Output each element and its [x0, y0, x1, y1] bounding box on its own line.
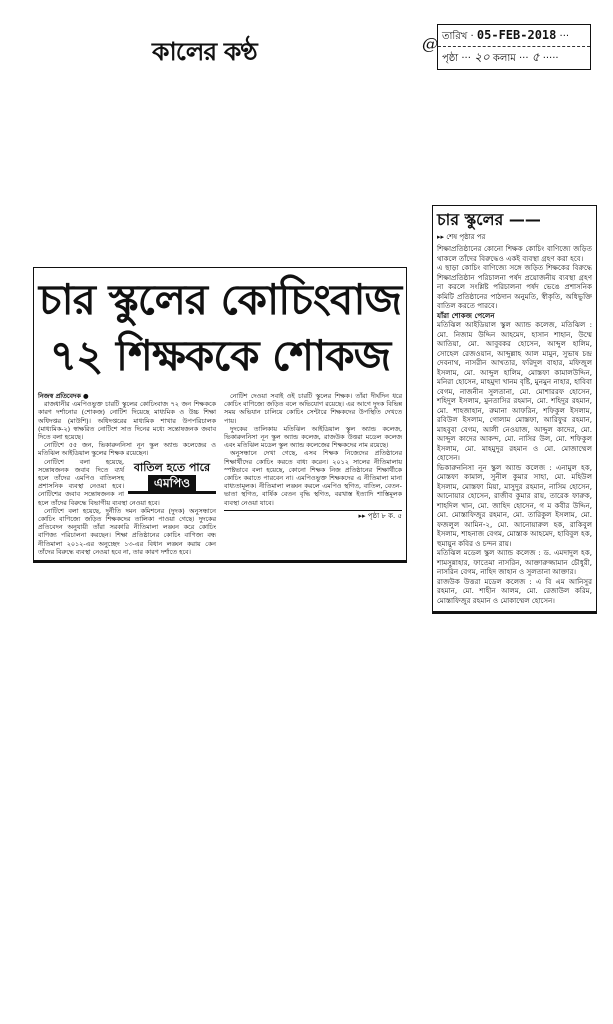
paragraph: মতিঝিল মডেল স্কুল অ্যান্ড কলেজ : ড. এমদাদুল হক, শামসুন্নাহার, ফাতেমা নাসরিন, আক্তারুজ্জামান চৌধুরী, নাসরিন বেগম, নাহিদ জাহান ও সুলতানা আক্তার। [437, 548, 592, 576]
stamp-page-row: পৃষ্ঠা ··· ২০ কলাম ··· ৫ ····· [438, 46, 590, 68]
paragraph: নোটিশ দেওয়া সবাই ওই চারটি স্কুলের শিক্ষক। তাঁরা দীর্ঘদিন ধরে কোচিং বাণিজ্যে জড়িত বলে অভিযোগ রয়েছে। এর আগে দুদক বিভিন্ন সময় অভিযান চালিয়ে কোচিং সেন্টারে শিক্ষকদের উপস্থিতি দেখতে পায়। [224, 392, 402, 425]
paragraph: দুদকের তালিকায় মতিঝিল আইডিয়াল স্কুল অ্যান্ড কলেজ, ভিকারুননিসা নূন স্কুল অ্যান্ড কলেজ, রাজউক উত্তরা মডেল কলেজ এবং মতিঝিল মডেল স্কুল অ্যান্ড কলেজের শিক্ষকদের নাম রয়েছে। [224, 424, 402, 450]
inset-line-2: এমপিও [148, 475, 196, 491]
continued-from-label: ▸▸ শেষ পৃষ্ঠার পর [437, 233, 486, 241]
continuation-article-clipping [432, 205, 597, 614]
article-column-left [38, 392, 216, 556]
continuation-title: চার স্কুলের —— [437, 210, 541, 229]
stamp-date-value: 05-FEB-2018 [476, 28, 557, 42]
continued-on-page-label: ▸▸ পৃষ্ঠা ৮ ক. ৫ [224, 510, 402, 521]
stamp-page-value: ২০ [474, 50, 490, 64]
main-article-clipping [33, 267, 407, 563]
article-column-right [224, 392, 402, 556]
paragraph: শিক্ষাপ্রতিষ্ঠানের কোনো শিক্ষক কোচিং বাণিজ্যে জড়িত থাকলে তাঁদের বিরুদ্ধেও একই ব্যবস্থা গ্রহণ করা হবে। [437, 244, 592, 263]
paragraph: নোটিশে ৫৫ জন, ভিকারুননিসা নূন স্কুল অ্যান্ড কলেজের ও মতিঝিল আইডিয়াল স্কুলের শিক্ষক রয়েছেন। [38, 441, 216, 458]
continuation-body [437, 244, 592, 605]
paragraph: ভিকারুননিসা নূন স্কুল অ্যান্ড কলেজ : এনামুল হক, মোস্তফা কামাল, সুনীল কুমার সাহা, মো. মহিউল ইসলাম, মোস্তফা মিয়া, মাসুদুর রহমান, নাসিম হোসেন, আনোয়ার হোসেন, রাজীব কুমার রায়, তারেক ফারুক, শাহদিল খান, মো. জাহিদ হোসেন, গ ম কবীর উদ্দিন, মো. মোস্তাফিজুর রহমান, মো. তারিকুল ইসলাম, মো. ফজলুল আমিন-২, মো. আনোয়ারুল হক, রাকিবুল ইসলাম, শাহনাজ বেগম, মোস্তাক আহমেদ, হাবিবুল হক, হুমায়ুন কবির ও চন্দন রায়। [437, 462, 592, 548]
paragraph: রাজউক উত্তরা মডেল কলেজ : এ বি এম আনিসুর রহমান, মো. শাহীন আলম, মো. রেজাউল করিম, মোস্তাফিজুর রহমান ও মোকাম্মেল হোসেন। [437, 576, 592, 605]
paragraph: নোটিশে বলা হয়েছে, সন্তোষজনক জবাব দিতে ব্যর্থ হলে তাঁদের এমপিও বাতিলসহ প্রশাসনিক ব্যবস্থা নেওয়া হবে। নোটিশের জবাব সন্তোষজনক না হলে তাঁদের বিরুদ্ধে বিভাগীয় ব্যবস্থা নেওয়া হবে। [38, 457, 160, 507]
paragraph: রাজধানীর এমপিওভুক্ত চারটি স্কুলের কোচিংবাজ ৭২ জন শিক্ষককে কারণ দর্শানোর (শোকজ) নোটিশ দিয়েছে মাধ্যমিক ও উচ্চ শিক্ষা অধিদপ্তর (মাউশি)। অধিদপ্তরের মাধ্যমিক শাখার উপপরিচালক (মাধ্যমিক-২) স্বাক্ষরিত নোটিশে সাত দিনের মধ্যে সন্তোষজনক জবাব দিতে বলা হয়েছে। [38, 400, 216, 442]
headline-line-1: চার স্কুলের কোচিংবাজ [38, 275, 402, 324]
stamp-date-label: তারিখ [442, 31, 468, 42]
paragraph: মতিঝিল আইডিয়াল স্কুল অ্যান্ড কলেজ, মতিঝিল : মো. নিজাম উদ্দিন আহমেদ, হাসান শাহান, উম্মে আতিয়া, মো. আবুবকর হোসেন, আব্দুল হালিম, সোহেল রেজওয়ান, আব্দুল্লাহ আল মামুন, সুভাষ চন্দ্র দেবনাথ, নাসরীন আখতার, ফরিদুল বাহার, মফিজুল ইসলাম, মো. আব্দুল হালিম, মোস্তফা কামালউদ্দিন, মনিরা হোসেন, মাহমুদা খানম বৃষ্টি, মুনমুন নাহার, হাবিবা বেগম, নাজনীন সুলতানা, মো. মোশাররফ হোসেন, শহিদুল ইসলাম, মুনতাসির রহমান, মো. শহিদুর রহমান, মো. শাহজাহান, রুমানা আফরিন, শফিকুল ইসলাম, রবিউল ইসলাম, গোলাম মোস্তফা, আরিফুর রহমান, মাহবুবা বেগম, আলী নেওয়াজ, আব্দুল কাদের, মো. আব্দুল কাদের আকন্দ, মো. নাসির উল, মো. শফিকুল ইসলাম, মো. মাহমুদুর রহমান ও মো. মোজাম্মেল হোসেন। [437, 320, 592, 462]
handwritten-initial-mark: @ [422, 34, 438, 53]
byline: নিজস্ব প্রতিবেদক ● [38, 392, 89, 400]
clipping-date-stamp [437, 24, 591, 70]
stamp-column-label: কলাম [492, 53, 516, 64]
stamp-date-row: তারিখ · 05-FEB-2018 ··· [442, 28, 570, 42]
newspaper-masthead: কালের কণ্ঠ [152, 37, 257, 66]
article-columns [38, 392, 402, 556]
headline-line-2: ৭২ শিক্ষককে শোকজ [49, 331, 391, 380]
inset-subheading [128, 461, 216, 494]
stamp-column-value: ৫ [531, 50, 540, 64]
paragraph: এ ছাড়া কোচিং বাণিজ্যে সঙ্গে জড়িত শিক্ষকের বিরুদ্ধে শিক্ষাপ্রতিষ্ঠান পরিচালনা পর্ষদ প্রয়োজনীয় ব্যবস্থা গ্রহণ না করলে সংশ্লিষ্ট পরিচালনা পর্ষদ ভেঙে প্রশাসনিক কমিটি প্রতিষ্ঠানের পাঠদান অনুমতি, স্বীকৃতি, অধিভুক্তি বাতিল করতে পারবে। [437, 263, 592, 310]
inset-line-1: বাতিল হতে পারে [133, 460, 211, 474]
paragraph: অনুসন্ধানে দেখা গেছে, এসব শিক্ষক নিজেদের প্রতিষ্ঠানের শিক্ষার্থীদের কোচিং করতে বাধ্য করেন। ২০১২ সালের নীতিমালায় স্পষ্টভাবে বলা হয়েছে, কোনো শিক্ষক নিজ প্রতিষ্ঠানের শিক্ষার্থীকে কোচিং করাতে পারবেন না। এমপিওভুক্ত শিক্ষকদের এ নীতিমালা মানা বাধ্যতামূলক। নীতিমালা লঙ্ঘন করলে এমপিও স্থগিত, বাতিল, বেতন-ভাতা স্থগিত, বার্ষিক বেতন বৃদ্ধি স্থগিত, বরখাস্ত ইত্যাদি শাস্তিমূলক ব্যবস্থা নেওয়া যাবে। [224, 449, 402, 507]
stamp-page-label: পৃষ্ঠা [442, 53, 459, 64]
subheading: যাঁরা শোকজ পেলেন [437, 310, 495, 320]
paragraph: নোটিশে বলা হয়েছে, দুর্নীতি দমন কমিশনের (দুদক) অনুসন্ধানে কোচিং বাণিজ্যে জড়িত শিক্ষকদের তালিকা পাওয়া গেছে। দুদকের প্রতিবেদন অনুযায়ী তাঁরা সরকারি নীতিমালা লঙ্ঘন করে কোচিং বাণিজ্য পরিচালনা করছেন। শিক্ষা প্রতিষ্ঠানের কোচিং বাণিজ্য বন্ধ নীতিমালা ২০১২-এর অনুচ্ছেদ ১৩-এর বিধান লঙ্ঘন করায় কেন তাঁদের বিরুদ্ধে ব্যবস্থা নেওয়া হবে না, তার কারণ দর্শাতে হবে। [38, 506, 216, 556]
